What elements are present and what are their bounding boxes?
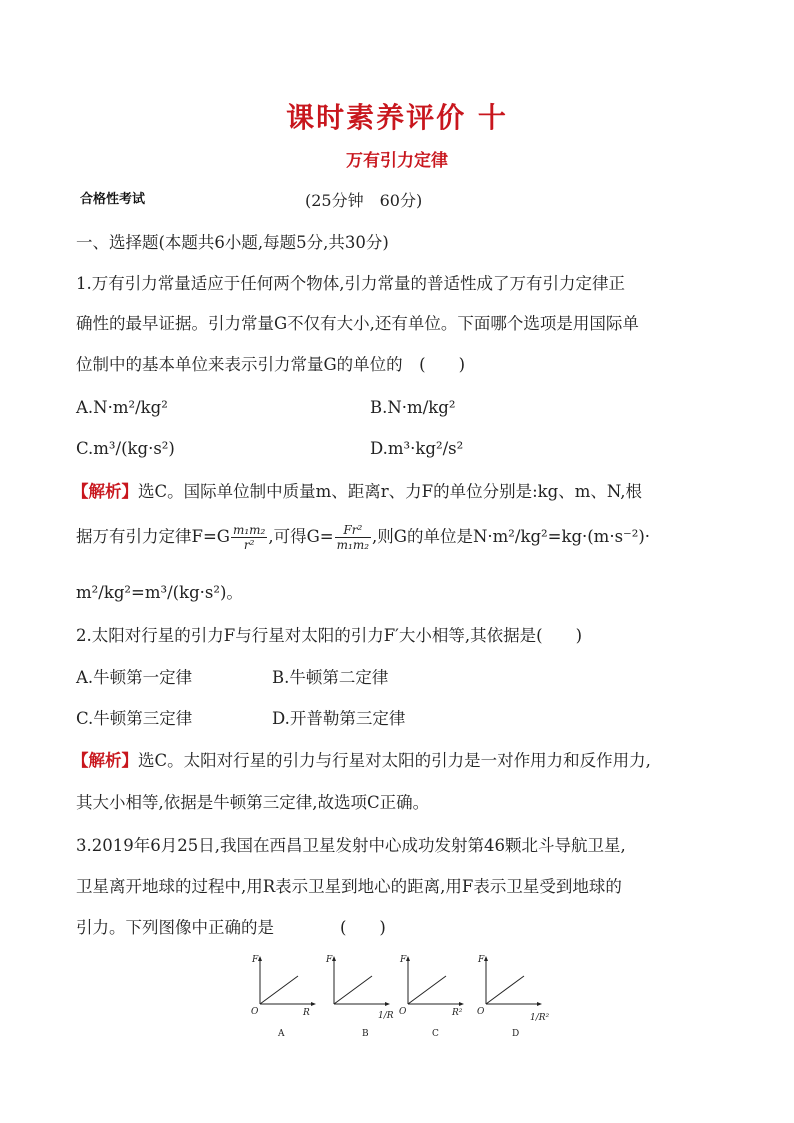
q2-option-c: C.牛顿第三定律 xyxy=(76,709,193,728)
q3-line-2: 卫星离开地球的过程中,用R表示卫星到地心的距离,用F表示卫星受到地球的 xyxy=(76,877,622,896)
q1-answer-2b: ,可得G= xyxy=(268,527,334,546)
fraction-numerator: Fr² xyxy=(335,523,371,538)
graph-name: B xyxy=(362,1029,369,1039)
plot-line xyxy=(486,976,524,1004)
q2-option-d: D.开普勒第三定律 xyxy=(272,709,406,728)
q1-answer-line-3: m²/kg²=m³/(kg·s²)。 xyxy=(76,583,243,602)
x-arrow xyxy=(537,1002,542,1006)
badge-label: 合格性考试 xyxy=(80,192,146,207)
y-arrow xyxy=(484,956,488,961)
fraction-denominator: r² xyxy=(243,538,255,552)
q1-option-d: D.m³·kg²/s² xyxy=(370,439,464,458)
q2-line-1: 2.太阳对行星的引力F与行星对太阳的引力F′大小相等,其依据是( ) xyxy=(76,626,583,645)
q1-option-a: A.N·m²/kg² xyxy=(76,398,168,417)
q2-answer-line-2: 其大小相等,依据是牛顿第三定律,故选项C正确。 xyxy=(76,793,430,812)
q2-option-b: B.牛顿第二定律 xyxy=(272,668,389,687)
x-arrow xyxy=(459,1002,464,1006)
graph-b-svg xyxy=(322,952,402,1042)
q1-answer-2c: ,则G的单位是N·m²/kg²=kg·(m·s⁻²)· xyxy=(372,527,651,546)
q3-line-1: 3.2019年6月25日,我国在西昌卫星发射中心成功发射第46颗北斗导航卫星, xyxy=(76,836,626,855)
plot-line xyxy=(408,976,446,1004)
graph-a xyxy=(248,952,328,1042)
x-arrow xyxy=(311,1002,316,1006)
y-label: F xyxy=(478,955,485,965)
q1-answer-2a: 据万有引力定律F=G xyxy=(76,527,230,546)
graph-name: A xyxy=(278,1029,285,1039)
x-label: R xyxy=(303,1008,310,1018)
graph-a-svg xyxy=(248,952,328,1042)
q3-line-3: 引力。下列图像中正确的是 ( ) xyxy=(76,918,386,937)
graph-d-svg xyxy=(474,952,554,1042)
q2-option-a: A.牛顿第一定律 xyxy=(76,668,193,687)
y-arrow xyxy=(332,956,336,961)
q2-answer-line-1 xyxy=(72,749,651,773)
q1-line-3: 位制中的基本单位来表示引力常量G的单位的 ( ) xyxy=(76,355,466,374)
section-badge xyxy=(76,188,252,206)
graph-b xyxy=(322,952,402,1042)
q1-answer-line-2 xyxy=(76,523,650,552)
x-arrow xyxy=(385,1002,390,1006)
answer-tag: 【解析】 xyxy=(72,751,138,770)
plot-line xyxy=(334,976,372,1004)
graph-c-svg xyxy=(396,952,476,1042)
q1-answer-line-1 xyxy=(72,480,642,504)
y-label: F xyxy=(252,955,259,965)
page-subtitle: 万有引力定律 xyxy=(346,151,448,171)
fraction-fr2-over-m1m2 xyxy=(335,523,371,552)
y-label: F xyxy=(326,955,333,965)
q1-answer-text-1: 选C。国际单位制中质量m、距离r、力F的单位分别是:kg、m、N,根 xyxy=(138,482,642,501)
graph-c xyxy=(396,952,476,1042)
time-score: (25分钟 60分) xyxy=(305,191,423,210)
q1-option-c: C.m³/(kg·s²) xyxy=(76,439,175,458)
y-label: F xyxy=(400,955,407,965)
graph-name: C xyxy=(432,1029,439,1039)
plot-line xyxy=(260,976,298,1004)
page-title: 课时素养评价 十 xyxy=(286,101,508,134)
fraction-m1m2-over-r2 xyxy=(231,523,267,552)
fraction-numerator: m₁m₂ xyxy=(232,523,266,537)
origin-label: O xyxy=(251,1007,259,1017)
y-arrow xyxy=(406,956,410,961)
fraction-denominator: m₁m₂ xyxy=(336,538,370,552)
x-label: R² xyxy=(452,1008,463,1018)
q2-answer-text-1: 选C。太阳对行星的引力与行星对太阳的引力是一对作用力和反作用力, xyxy=(138,751,651,770)
q1-option-b: B.N·m/kg² xyxy=(370,398,456,417)
section-heading: 一、选择题(本题共6小题,每题5分,共30分) xyxy=(76,233,389,252)
x-label: 1/R² xyxy=(530,1013,550,1023)
q1-line-2: 确性的最早证据。引力常量G不仅有大小,还有单位。下面哪个选项是用国际单 xyxy=(76,314,639,333)
x-label: 1/R xyxy=(378,1011,394,1021)
q1-line-1: 1.万有引力常量适应于任何两个物体,引力常量的普适性成了万有引力定律正 xyxy=(76,274,625,293)
y-arrow xyxy=(258,956,262,961)
answer-tag: 【解析】 xyxy=(72,482,138,501)
graph-name: D xyxy=(512,1029,520,1039)
graph-d xyxy=(474,952,554,1042)
origin-label: O xyxy=(399,1007,407,1017)
origin-label: O xyxy=(477,1007,485,1017)
